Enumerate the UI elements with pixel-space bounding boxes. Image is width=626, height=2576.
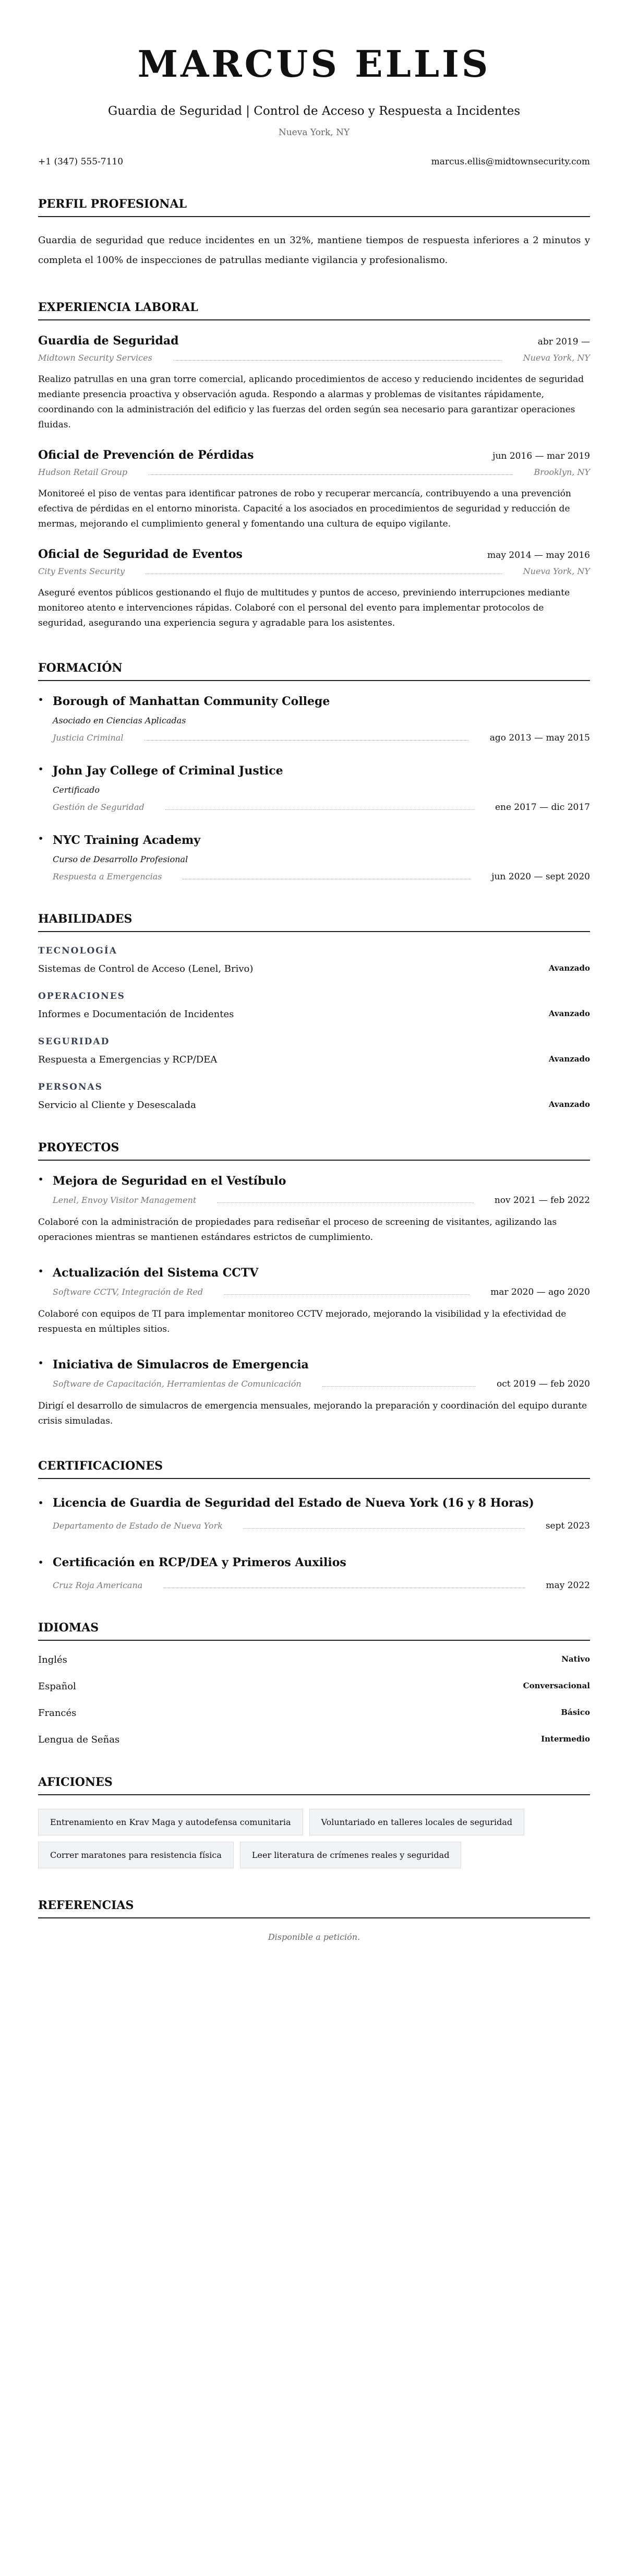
section-heading: FORMACIÓN — [38, 661, 590, 681]
job-description: Aseguré eventos públicos gestionando el flujo de multitudes y puntos de acceso, previniendo interrupciones mediante monitoreo atento e intervenciones rápidas. Colaboré con el personal del evento para implementar protocolos de seguridad, asegurando una experiencia segura y agradable para los asistentes. — [38, 588, 570, 628]
job-meta — [38, 566, 590, 576]
job-entry — [38, 334, 590, 433]
project-entry — [38, 1266, 590, 1337]
degree: Asociado en Ciencias Aplicadas — [53, 715, 186, 725]
job-meta — [38, 467, 590, 477]
hobby-tag: Correr maratones para resistencia física — [38, 1842, 234, 1868]
project-description: Dirigí el desarrollo de simulacros de emergencia mensuales, mejorando la preparación y coordinación del equipo durante crisis simuladas. — [38, 1401, 587, 1426]
education-meta — [53, 872, 590, 882]
language-name: Español — [38, 1681, 76, 1692]
job-header — [38, 547, 590, 561]
certification-meta — [38, 1521, 590, 1531]
dotted-leader — [183, 874, 471, 879]
language-row — [38, 1734, 590, 1745]
skill-category: PERSONAS — [38, 1082, 103, 1092]
education-dates: ene 2017 — dic 2017 — [495, 802, 590, 813]
job-meta — [38, 353, 590, 363]
education-meta — [53, 733, 590, 743]
profile-text: Guardia de seguridad que reduce incidentes en un 32%, mantiene tiempos de respuesta inferiores a 2 minutos y completa el 100% de inspecciones de patrullas mediante vigilancia y profesionalismo. — [38, 235, 590, 266]
title-text: Iniciativa de Simulacros de Emergencia — [53, 1358, 309, 1372]
phone[interactable]: +1 (347) 555-7110 — [38, 157, 124, 167]
project-dates: oct 2019 — feb 2020 — [497, 1379, 590, 1389]
language-level: Conversacional — [523, 1681, 590, 1690]
bullet-icon: • — [38, 695, 44, 705]
job-location: Brooklyn, NY — [534, 467, 590, 477]
item-title — [38, 695, 590, 708]
company: City Events Security — [38, 566, 125, 576]
bullet-icon: • — [38, 764, 44, 774]
headline: Guardia de Seguridad | Control de Acceso y Respuesta a Incidentes — [107, 104, 521, 118]
skill-category: OPERACIONES — [38, 991, 125, 1001]
project-tech: Software CCTV, Integración de Red — [53, 1287, 203, 1297]
item-title — [38, 833, 590, 847]
language-level: Intermedio — [541, 1734, 590, 1744]
education-entry — [38, 833, 590, 882]
item-title — [38, 1552, 590, 1573]
certification-date: may 2022 — [546, 1580, 590, 1591]
project-dates: nov 2021 — feb 2022 — [494, 1195, 590, 1206]
hobby-tag: Voluntariado en talleres locales de seguridad — [309, 1809, 525, 1835]
title-text: Borough of Manhattan Community College — [53, 695, 330, 708]
job-title: Guardia de Seguridad — [38, 334, 179, 348]
skill-category: TECNOLOGÍA — [38, 946, 117, 956]
hobby-tag: Entrenamiento en Krav Maga y autodefensa comunitaria — [38, 1809, 303, 1835]
job-location: Nueva York, NY — [523, 566, 590, 576]
skills-section — [38, 912, 590, 1111]
language-level: Básico — [561, 1708, 590, 1717]
issuer: Cruz Roja Americana — [53, 1580, 143, 1590]
language-row — [38, 1708, 590, 1719]
certification-meta — [38, 1580, 590, 1591]
project-tech: Lenel, Envoy Visitor Management — [53, 1195, 197, 1205]
project-dates: mar 2020 — ago 2020 — [490, 1287, 590, 1297]
education-entry — [38, 695, 590, 743]
skill-level: Avanzado — [548, 1009, 590, 1018]
job-title: Oficial de Prevención de Pérdidas — [38, 448, 254, 462]
contact-row — [38, 157, 590, 167]
skill-name: Respuesta a Emergencias y RCP/DEA — [38, 1054, 218, 1065]
language-row — [38, 1654, 590, 1665]
location: Nueva York, NY — [278, 127, 350, 138]
bullet-icon: • — [38, 1358, 44, 1368]
certification-entry — [38, 1493, 590, 1531]
dotted-leader — [144, 735, 468, 741]
education-entry — [38, 764, 590, 813]
skill-row — [38, 1009, 590, 1020]
skill-name: Servicio al Cliente y Desescalada — [38, 1100, 196, 1111]
degree: Curso de Desarrollo Profesional — [53, 854, 188, 864]
item-title — [38, 1266, 590, 1280]
hobby-tag: Leer literatura de crímenes reales y seguridad — [240, 1842, 462, 1868]
job-title: Oficial de Seguridad de Eventos — [38, 547, 243, 561]
skill-row — [38, 1054, 590, 1065]
skill-category: SEGURIDAD — [38, 1036, 110, 1047]
bullet-icon: • — [38, 1266, 44, 1276]
item-title — [38, 764, 590, 778]
skill-level: Avanzado — [548, 1054, 590, 1064]
project-meta — [38, 1287, 590, 1297]
project-entry — [38, 1174, 590, 1245]
references-text: Disponible a petición. — [268, 1932, 360, 1942]
dotted-leader — [148, 470, 513, 475]
bullet-icon: • — [38, 1174, 44, 1184]
title-text: Mejora de Seguridad en el Vestíbulo — [53, 1174, 286, 1188]
language-name: Francés — [38, 1708, 77, 1719]
skill-name: Informes e Documentación de Incidentes — [38, 1009, 234, 1020]
project-meta — [38, 1195, 590, 1206]
job-entry — [38, 547, 590, 631]
bullet-icon: • — [38, 1498, 44, 1508]
job-header — [38, 448, 590, 462]
dotted-leader — [165, 805, 474, 810]
title-text: Certificación en RCP/DEA y Primeros Auxilios — [53, 1556, 346, 1569]
education-details — [38, 715, 590, 743]
dotted-leader — [217, 1198, 474, 1203]
profile-section — [38, 197, 590, 270]
field: Respuesta a Emergencias — [53, 872, 162, 881]
education-dates: jun 2020 — sept 2020 — [491, 872, 590, 882]
references-section — [38, 1899, 590, 1942]
dotted-leader — [173, 355, 502, 361]
project-entry — [38, 1358, 590, 1429]
degree: Certificado — [53, 785, 100, 795]
section-heading: REFERENCIAS — [38, 1899, 590, 1918]
education-details — [38, 785, 590, 813]
job-header — [38, 334, 590, 348]
language-row — [38, 1681, 590, 1692]
section-heading: PERFIL PROFESIONAL — [38, 197, 590, 217]
issuer: Departamento de Estado de Nueva York — [53, 1521, 223, 1531]
job-description: Realizo patrullas en una gran torre comercial, aplicando procedimientos de acceso y reduciendo incidentes de seguridad mediante presencia proactiva y observación aguda. Respondo a alarmas y problemas de visitantes rápidamente, coordinando con la administración del edificio y las fuerzas del orden según sea necesario para garantizar operaciones fluidas. — [38, 374, 584, 430]
section-heading: EXPERIENCIA LABORAL — [38, 301, 590, 320]
dotted-leader — [146, 569, 502, 574]
project-description: Colaboré con la administración de propiedades para rediseñar el proceso de screening de visitantes, agilizando las operaciones mientras se mantienen estándares estrictos de cumplimiento. — [38, 1217, 557, 1243]
skill-name: Sistemas de Control de Acceso (Lenel, Brivo) — [38, 963, 254, 974]
project-meta — [38, 1379, 590, 1389]
item-title — [38, 1358, 590, 1372]
education-details — [38, 854, 590, 882]
section-heading: HABILIDADES — [38, 912, 590, 932]
languages-section — [38, 1621, 590, 1745]
dotted-leader — [163, 1583, 525, 1588]
job-entry — [38, 448, 590, 532]
education-dates: ago 2013 — may 2015 — [489, 733, 590, 743]
job-description: Monitoreé el piso de ventas para identificar patrones de robo y recuperar mercancía, contribuyendo a una prevención efectiva de pérdidas en el entorno minorista. Capacité a los asociados en procedimientos de seguridad y reducción de mermas, mejorando el cumplimiento general y fomentando una cultura de equipo vigilante. — [38, 488, 571, 529]
experience-section — [38, 301, 590, 631]
skill-row — [38, 1100, 590, 1111]
language-name: Inglés — [38, 1654, 67, 1665]
email[interactable]: marcus.ellis@midtownsecurity.com — [431, 157, 590, 167]
title-text: NYC Training Academy — [53, 833, 201, 847]
skill-level: Avanzado — [548, 963, 590, 973]
candidate-name: MARCUS ELLIS — [137, 42, 491, 86]
company: Hudson Retail Group — [38, 467, 128, 477]
title-text: Licencia de Guardia de Seguridad del Estado de Nueva York (16 y 8 Horas) — [53, 1496, 534, 1510]
bullet-icon: • — [38, 833, 44, 843]
dotted-leader — [244, 1523, 525, 1529]
language-name: Lengua de Señas — [38, 1734, 120, 1745]
bullet-icon: • — [38, 1557, 44, 1567]
section-heading: PROYECTOS — [38, 1141, 590, 1161]
dotted-leader — [322, 1381, 476, 1387]
skill-level: Avanzado — [548, 1100, 590, 1109]
hobbies-section — [38, 1775, 590, 1868]
education-section — [38, 661, 590, 882]
company: Midtown Security Services — [38, 353, 152, 363]
title-text: John Jay College of Criminal Justice — [53, 764, 283, 778]
section-heading: CERTIFICACIONES — [38, 1459, 590, 1479]
section-heading: IDIOMAS — [38, 1621, 590, 1641]
field: Gestión de Seguridad — [53, 802, 145, 812]
skill-row — [38, 963, 590, 974]
dotted-leader — [224, 1290, 469, 1295]
item-title — [38, 1174, 590, 1188]
project-description: Colaboré con equipos de TI para implementar monitoreo CCTV mejorado, mejorando la visibilidad y la efectividad de respuesta en múltiples sitios. — [38, 1309, 567, 1334]
job-dates: jun 2016 — mar 2019 — [492, 451, 590, 461]
job-location: Nueva York, NY — [523, 353, 590, 363]
certification-entry — [38, 1552, 590, 1591]
language-level: Nativo — [561, 1654, 590, 1664]
item-title — [38, 1493, 590, 1513]
title-text: Actualización del Sistema CCTV — [53, 1266, 259, 1280]
projects-section — [38, 1141, 590, 1429]
certification-date: sept 2023 — [545, 1521, 590, 1531]
job-dates: abr 2019 — — [537, 337, 590, 347]
certifications-section — [38, 1459, 590, 1591]
project-tech: Software de Capacitación, Herramientas de Comunicación — [53, 1379, 302, 1389]
job-dates: may 2014 — may 2016 — [487, 550, 590, 560]
section-heading: AFICIONES — [38, 1775, 590, 1795]
field: Justicia Criminal — [53, 733, 124, 743]
education-meta — [53, 802, 590, 813]
